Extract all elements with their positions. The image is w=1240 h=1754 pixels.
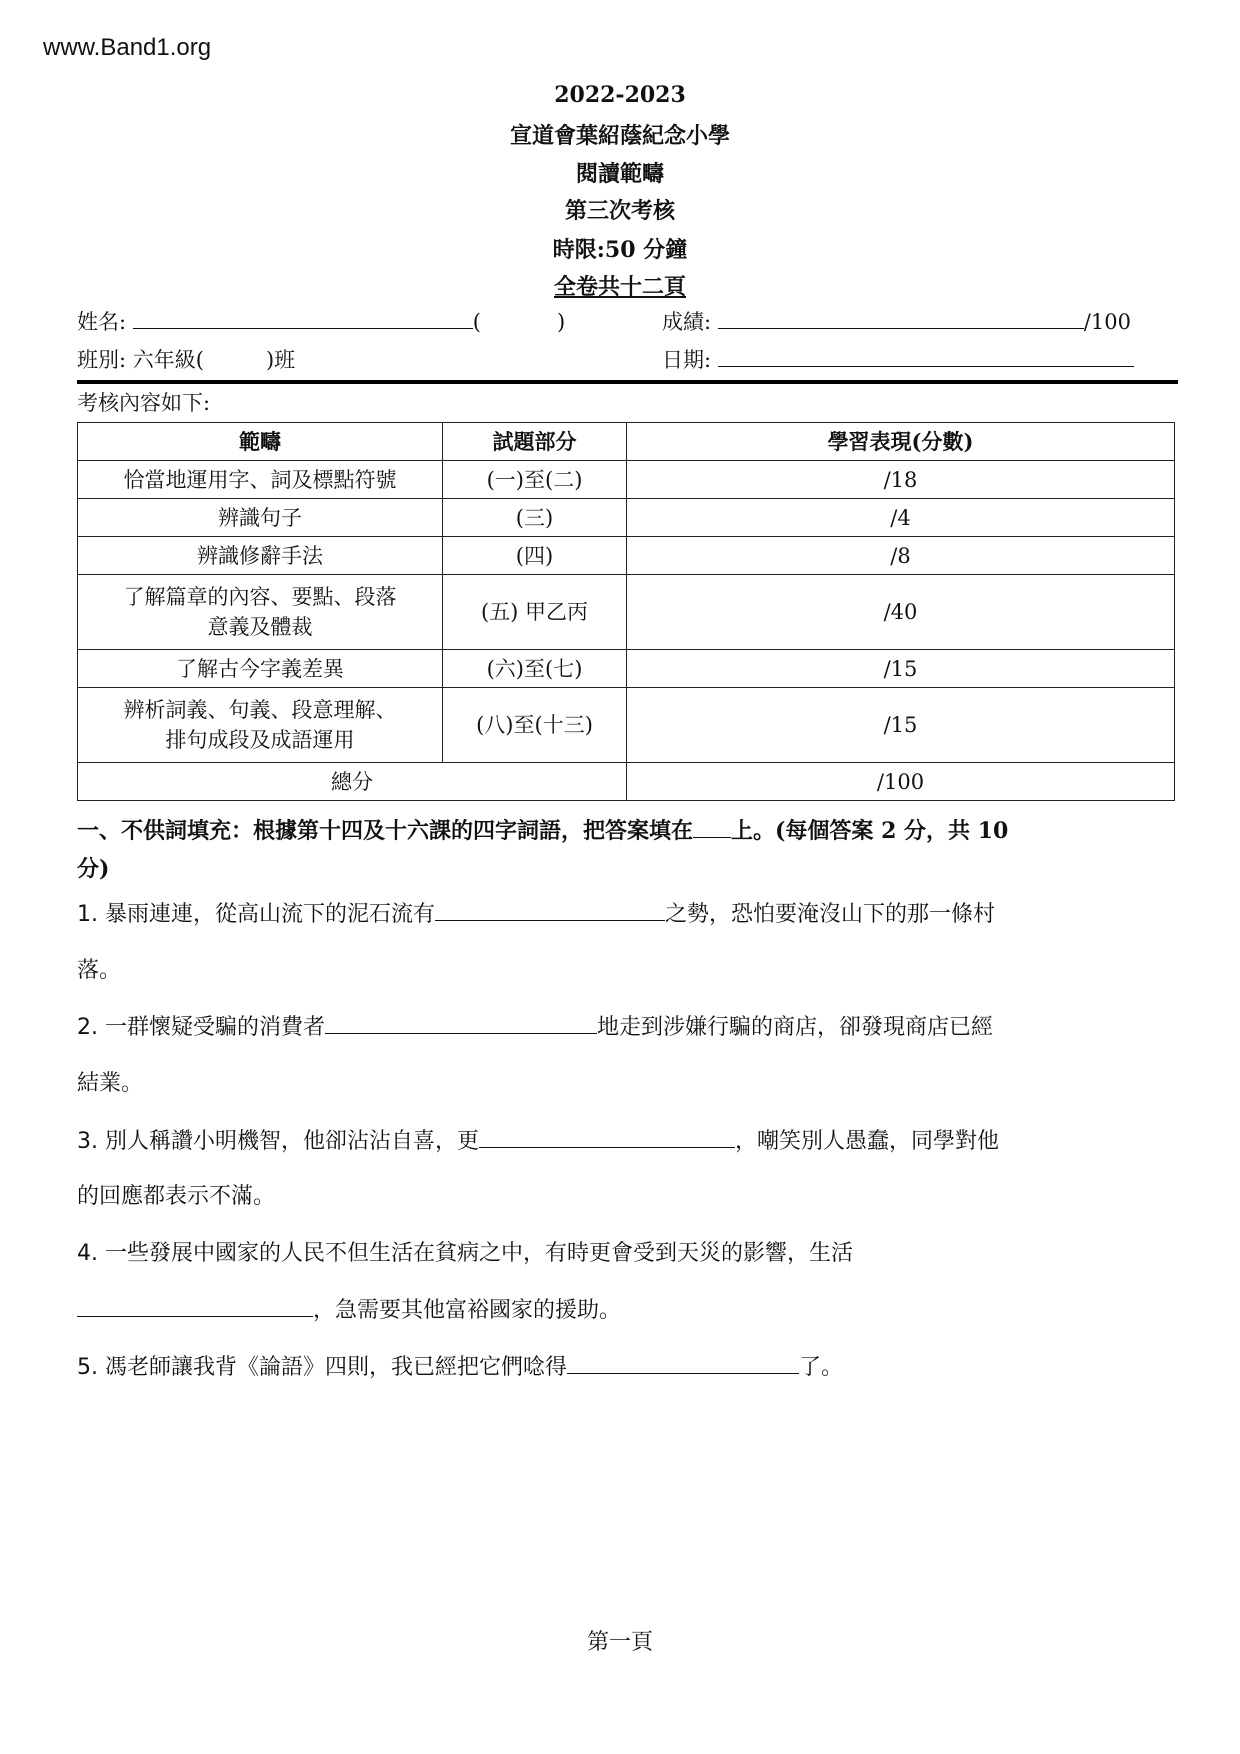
section-title-part: 分) — [77, 856, 110, 882]
area-cell — [78, 575, 443, 650]
question-number: 3. — [77, 1129, 98, 1154]
question-1-continued: 落。 — [77, 958, 122, 983]
section-title-part: 上。(每個答案 2 分，共 10 — [731, 818, 1009, 844]
class-prefix: 六年級( — [132, 348, 204, 372]
date-label: 日期: — [662, 348, 712, 372]
section-1-title — [77, 812, 1177, 888]
date-row — [662, 344, 1134, 374]
score-cell: /18 — [627, 461, 1175, 499]
table-row — [78, 499, 1175, 537]
score-cell: /15 — [627, 650, 1175, 688]
area-cell: 辨識修辭手法 — [78, 537, 443, 575]
total-label: 總分 — [78, 763, 627, 801]
question-text: 馮老師讓我背《論語》四則，我已經把它們唸得 — [105, 1355, 568, 1380]
answer-blank[interactable] — [567, 1353, 799, 1374]
area-cell: 了解古今字義差異 — [78, 650, 443, 688]
score-row — [662, 306, 1131, 336]
watermark: www.Band1.org — [43, 34, 212, 61]
question-text: 地走到涉嫌行騙的商店，卻發現商店已經 — [597, 1015, 994, 1040]
area-cell: 恰當地運用字、詞及標點符號 — [78, 461, 443, 499]
question-3-continued: 的回應都表示不滿。 — [77, 1184, 276, 1209]
question-text: 一群懷疑受騙的消費者 — [105, 1015, 326, 1040]
class-suffix: )班 — [265, 348, 296, 372]
class-number-close: ) — [556, 310, 566, 334]
section-title-part: 一、不供詞填充：根據第十四及十六課的四字詞語，把答案填在 — [77, 818, 694, 844]
score-cell: /15 — [627, 688, 1175, 763]
school-year: 2022-2023 — [554, 82, 686, 108]
area-line: 排句成段及成語運用 — [165, 728, 355, 752]
question-3 — [77, 1124, 999, 1155]
table-intro: 考核內容如下: — [77, 391, 211, 415]
name-label: 姓名: — [77, 310, 127, 334]
assessment-table — [77, 422, 1175, 801]
area-line: 了解篇章的內容、要點、段落 — [123, 585, 397, 609]
col-header-score: 學習表現(分數) — [627, 423, 1175, 461]
answer-blank[interactable] — [77, 1296, 313, 1317]
table-header-row — [78, 423, 1175, 461]
time-limit: 時限:50 分鐘 — [552, 237, 688, 263]
question-text: 別人稱讚小明機智，他卻沾沾自喜，更 — [105, 1129, 480, 1154]
table-row — [78, 461, 1175, 499]
table-row — [78, 537, 1175, 575]
area-line: 辨析詞義、句義、段意理解、 — [123, 698, 397, 722]
question-2-continued: 結業。 — [77, 1071, 144, 1096]
subject-title: 閱讀範疇 — [575, 161, 664, 187]
question-text: 一些發展中國家的人民不但生活在貧病之中，有時更會受到天災的影響，生活 — [105, 1241, 854, 1266]
part-cell: (三) — [443, 499, 627, 537]
question-text: 之勢，恐怕要淹沒山下的那一條村 — [665, 902, 996, 927]
school-name: 宣道會葉紹蔭紀念小學 — [509, 123, 730, 149]
score-label: 成績: — [662, 310, 712, 334]
answer-blank[interactable] — [325, 1013, 597, 1034]
total-score: /100 — [627, 763, 1175, 801]
area-line: 意義及體裁 — [207, 615, 313, 639]
question-text: ，嘲笑別人愚蠢，同學對他 — [735, 1129, 1000, 1154]
question-4-continued — [77, 1293, 621, 1324]
score-total: /100 — [1083, 310, 1131, 334]
score-field[interactable] — [718, 308, 1084, 329]
table-row — [78, 650, 1175, 688]
table-row — [78, 688, 1175, 763]
question-number: 1. — [77, 902, 98, 927]
class-row — [77, 344, 295, 374]
col-header-area: 範疇 — [78, 423, 443, 461]
table-total-row — [78, 763, 1175, 801]
question-4 — [77, 1236, 853, 1267]
question-2 — [77, 1010, 993, 1041]
exam-title: 第三次考核 — [564, 198, 675, 224]
col-header-part: 試題部分 — [443, 423, 627, 461]
example-blank — [693, 819, 731, 838]
area-cell: 辨識句子 — [78, 499, 443, 537]
part-cell: (五) 甲乙丙 — [443, 575, 627, 650]
score-cell: /8 — [627, 537, 1175, 575]
part-cell: (八)至(十三) — [443, 688, 627, 763]
name-field[interactable] — [133, 308, 473, 329]
area-cell — [78, 688, 443, 763]
score-cell: /4 — [627, 499, 1175, 537]
class-number-open: ( — [472, 310, 481, 334]
question-text: 暴雨連連，從高山流下的泥石流有 — [105, 902, 436, 927]
part-cell: (一)至(二) — [443, 461, 627, 499]
header-divider — [77, 380, 1178, 384]
question-text: 了。 — [799, 1355, 844, 1380]
question-number: 5. — [77, 1355, 98, 1380]
question-number: 2. — [77, 1015, 98, 1040]
answer-blank[interactable] — [435, 900, 665, 921]
class-label: 班別: — [77, 348, 127, 372]
score-cell: /40 — [627, 575, 1175, 650]
question-5 — [77, 1350, 843, 1381]
date-field[interactable] — [718, 346, 1134, 367]
page-number: 第一頁 — [586, 1630, 653, 1655]
part-cell: (四) — [443, 537, 627, 575]
part-cell: (六)至(七) — [443, 650, 627, 688]
question-1 — [77, 897, 995, 928]
answer-blank[interactable] — [479, 1127, 735, 1148]
name-row — [77, 306, 565, 336]
question-number: 4. — [77, 1241, 98, 1266]
page-count: 全卷共十二頁 — [553, 274, 686, 300]
question-text: ，急需要其他富裕國家的援助。 — [313, 1298, 622, 1323]
table-row — [78, 575, 1175, 650]
